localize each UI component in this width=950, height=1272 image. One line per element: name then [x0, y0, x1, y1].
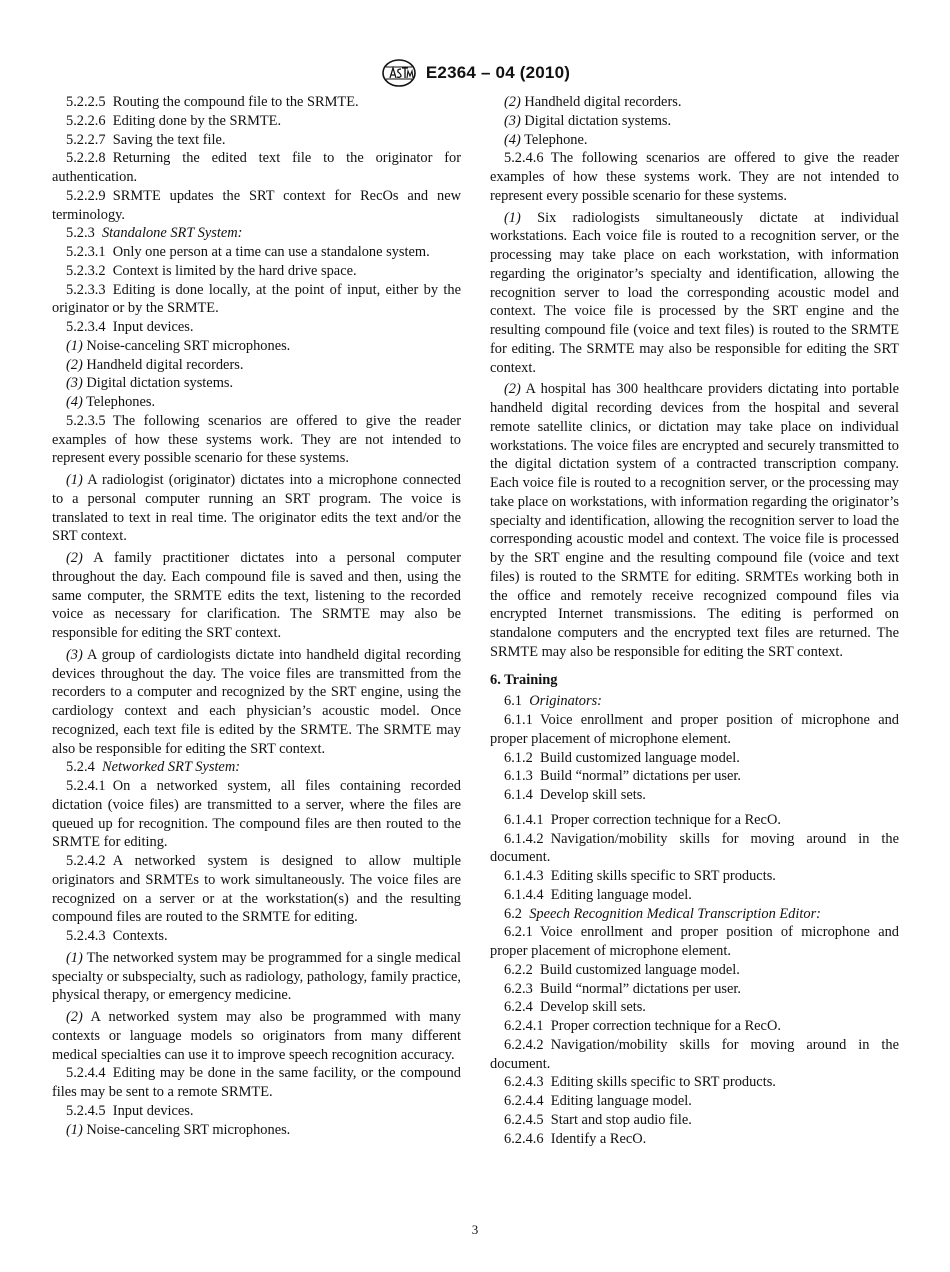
clause-number: 6.2.2 [504, 961, 533, 978]
clause-number: 6.1.1 [504, 712, 533, 728]
clause-number: 5.2.2.5 [66, 94, 106, 110]
clause [490, 830, 899, 868]
clause [52, 1102, 461, 1121]
clause-title: Originators: [529, 693, 602, 710]
item-label: (2) [66, 356, 83, 373]
clause [490, 767, 899, 786]
list-item [52, 393, 461, 412]
clause-number: 6.1.2 [504, 749, 533, 766]
clause-text: Editing is done locally, at the point of input, either by the originator or by the SRMTE. [52, 281, 461, 317]
clause-number: 5.2.4 [66, 759, 95, 776]
list-item [52, 646, 461, 759]
clause [52, 412, 461, 468]
item-label: (2) [504, 94, 521, 110]
clause-text: Telephones. [86, 394, 156, 410]
clause-number: 6.1 [504, 693, 522, 710]
clause [490, 811, 899, 830]
clause-text: Digital dictation systems. [524, 112, 672, 129]
clause-text: Start and stop audio file. [550, 1111, 692, 1128]
clause [490, 1073, 899, 1092]
clause-text: Develop skill sets. [539, 999, 646, 1016]
clause-number: 6.2.4.1 [504, 1018, 544, 1034]
clause-text: Voice enrollment and proper position of microphone and proper placement of microphone element. [490, 712, 899, 747]
clause [490, 149, 899, 205]
clause-text: Input devices. [112, 319, 194, 335]
clause-number: 6.2.4 [504, 999, 533, 1016]
clause-number: 6.1.4.1 [504, 811, 544, 828]
clause [52, 318, 461, 337]
clause-number: 6.2.4.2 [504, 1036, 544, 1053]
item-label: (2) [66, 1009, 83, 1025]
clause-text: Input devices. [112, 1102, 194, 1119]
list-item [52, 549, 461, 643]
clause-text: Build customized language model. [539, 961, 740, 978]
clause [490, 998, 899, 1017]
clause [490, 980, 899, 999]
list-item [52, 949, 461, 1005]
clause-text: Build “normal” dictations per user. [539, 768, 742, 785]
clause-text: Editing skills specific to SRT products. [550, 1074, 776, 1091]
clause-text: Saving the text file. [112, 131, 226, 148]
clause-text: Returning the edited text file to the originator for authentication. [52, 150, 461, 185]
clause-text: A hospital has 300 healthcare providers dictating into portable handheld digital recording devices from the hospital and several remote satellite clinics, or dictation may take place on individual workstations. The voice files are encrypted and securely transmitted to the digital dictation system of a contracted transcription company. Each voice file is routed to a recognition server, or the processing may take place on workstations, with information regarding the originator’s specialty and identification, allowing the recognition server to load the corresponding acoustic model and context. The voice file is processed by the SRT engine and the resulting compound file (voice and text files) is routed to the SRMTE for editing. SRMTEs working both in the office and remotely receive recognized compound files via encrypted Internet transmissions. The editing is performed on standalone computers and the encrypted text files are returned. The SRMTE may also be responsible for editing the SRT context. [490, 381, 899, 660]
clause-number: 5.2.3.4 [66, 319, 106, 335]
clause [52, 112, 461, 131]
clause [490, 1017, 899, 1036]
clause-number: 6.1.4 [504, 787, 533, 803]
item-label: (1) [504, 209, 521, 226]
clause-text: Proper correction technique for a RecO. [550, 1018, 781, 1034]
clause-text: SRMTE updates the SRT context for RecOs and new terminology. [52, 187, 461, 223]
clause-text: A radiologist (originator) dictates into a microphone connected to a personal computer running an SRT program. The voice is translated to text in real time. The originator edits the text and/or the SRT context. [52, 472, 461, 545]
clause [490, 786, 899, 805]
list-item [52, 1008, 461, 1064]
clause-number: 5.2.3.1 [66, 244, 106, 260]
clause-text: Telephone. [524, 131, 588, 148]
list-item [52, 1121, 461, 1140]
clause-text: Noise-canceling SRT microphones. [86, 337, 291, 354]
clause-text: Editing may be done in the same facility, or the compound files may be sent to a remote SRMTE. [52, 1065, 461, 1100]
clause-title: Networked SRT System: [101, 759, 241, 776]
clause [52, 243, 461, 262]
list-item [52, 337, 461, 356]
clause-title: Speech Recognition Medical Transcription Editor: [529, 905, 821, 922]
clause-number: 6.1.4.4 [504, 886, 544, 903]
clause-number: 6.2.4.6 [504, 1130, 544, 1147]
item-label: (4) [504, 131, 521, 148]
clause-number: 5.2.2.7 [66, 131, 106, 148]
clause [52, 224, 461, 243]
clause [490, 711, 899, 749]
clause-number: 6.1.4.2 [504, 830, 544, 847]
clause-text: Voice enrollment and proper position of microphone and proper placement of microphone element. [490, 924, 899, 959]
clause-number: 5.2.3.3 [66, 281, 106, 298]
section-heading: 6. Training [490, 671, 558, 688]
clause-text: Editing language model. [550, 886, 692, 903]
clause-text: A group of cardiologists dictate into handheld digital recording devices throughout the day. The voice files are transmitted from the recorders to a computer and recognized by the SRT engine, using the cardiology context and each physician’s acoustic model. Once recognized, each text file is edited by the SRMTE. The SRMTE may also be responsible for editing the SRT context. [52, 646, 461, 757]
clause [52, 777, 461, 852]
left-column [52, 93, 461, 1139]
clause-number: 5.2.2.9 [66, 187, 106, 204]
clause-number: 5.2.3.2 [66, 262, 106, 279]
item-label: (4) [66, 394, 83, 410]
clause [490, 692, 899, 711]
item-label: (2) [504, 381, 521, 398]
clause-number: 6.2.4.3 [504, 1074, 544, 1091]
item-label: (1) [66, 1121, 83, 1138]
clause-number: 6.2.4.4 [504, 1093, 544, 1109]
clause-number: 6.2.1 [504, 924, 533, 941]
item-label: (3) [66, 375, 83, 392]
clause-text: Editing done by the SRMTE. [112, 112, 282, 129]
clause [52, 281, 461, 319]
list-item [52, 356, 461, 375]
astm-logo-icon [380, 58, 418, 88]
clause-number: 5.2.4.2 [66, 853, 106, 869]
clause-number: 5.2.4.6 [504, 150, 544, 167]
item-label: (3) [66, 646, 83, 663]
clause [490, 886, 899, 905]
page-number: 3 [471, 1222, 479, 1237]
clause-number: 5.2.2.6 [66, 112, 106, 129]
clause-text: A networked system may also be programmed with many contexts or language models so originators from many different medical specialties can use it to improve speech recognition accuracy. [52, 1009, 462, 1063]
clause-text: Build customized language model. [539, 749, 740, 766]
clause-text: Build “normal” dictations per user. [539, 980, 742, 997]
clause-text: The following scenarios are offered to give the reader examples of how these systems work. They are not intended to represent every possible scenario for these systems. [52, 412, 461, 467]
clause [52, 927, 461, 946]
clause-text: Contexts. [112, 928, 168, 944]
clause-number: 5.2.2.8 [66, 150, 106, 167]
clause-number: 5.2.4.4 [66, 1065, 106, 1082]
clause [52, 758, 461, 777]
clause-text: Context is limited by the hard drive space. [112, 262, 357, 279]
clause [490, 961, 899, 980]
clause [490, 1036, 899, 1074]
clause [52, 131, 461, 150]
clause-text: Navigation/mobility skills for moving around in the document. [490, 830, 899, 866]
clause-text: Handheld digital recorders. [86, 356, 244, 373]
clause [490, 905, 899, 924]
clause [490, 1092, 899, 1111]
clause-text: Editing language model. [550, 1093, 692, 1109]
clause-number: 5.2.3 [66, 225, 95, 242]
clause-number: 5.2.4.1 [66, 778, 106, 794]
clause-text: Identify a RecO. [550, 1130, 647, 1147]
clause [490, 867, 899, 886]
list-item [490, 380, 899, 661]
page-header [0, 58, 950, 88]
clause-number: 6.2 [504, 905, 522, 922]
clause-number: 6.1.3 [504, 768, 533, 785]
clause-text: A networked system is designed to allow multiple originators and SRMTEs to work simultaneously. The voice files are recognized on a server or at the workstation(s) and the resulting compound files are routed to the SRMTE for editing. [52, 853, 461, 926]
clause-text: Proper correction technique for a RecO. [550, 811, 781, 828]
list-item [52, 471, 461, 546]
list-item [490, 93, 899, 112]
item-label: (1) [66, 337, 83, 354]
clause [52, 852, 461, 927]
clause-text: Handheld digital recorders. [524, 94, 682, 110]
clause-text: The networked system may be programmed for a single medical specialty or subspecialty, such as radiology, pathology, family practice, physical therapy, or emergency medicine. [52, 949, 461, 1004]
list-item [490, 131, 899, 150]
clause-number: 5.2.3.5 [66, 412, 106, 429]
right-column [490, 93, 899, 1148]
clause [52, 187, 461, 225]
clause-text: Noise-canceling SRT microphones. [86, 1121, 291, 1138]
clause-number: 5.2.4.3 [66, 928, 106, 944]
list-item [490, 112, 899, 131]
clause [52, 149, 461, 187]
item-label: (2) [66, 550, 83, 566]
clause-number: 6.2.4.5 [504, 1111, 544, 1128]
item-label: (3) [504, 112, 521, 129]
clause [52, 93, 461, 112]
list-item [490, 209, 899, 378]
clause [490, 749, 899, 768]
clause-text: Digital dictation systems. [86, 375, 234, 392]
item-label: (1) [66, 949, 83, 966]
clause [52, 1064, 461, 1102]
clause-text: Six radiologists simultaneously dictate at individual workstations. Each voice file is routed to a recognition server, or the processing may take place on each workstation, with information regarding the originator’s specialty and identification, allowing the recognition server to load the corresponding acoustic model and context. The voice file is processed by the SRT engine and the resulting compound file (voice and text files) is routed to the SRMTE for editing. The SRMTE may also be responsible for editing the SRT context. [490, 209, 899, 376]
clause-text: Develop skill sets. [539, 787, 646, 803]
clause [490, 923, 899, 961]
clause-text: Navigation/mobility skills for moving around in the document. [490, 1036, 899, 1072]
clause-number: 5.2.4.5 [66, 1102, 106, 1119]
clause-title: Standalone SRT System: [101, 225, 243, 242]
document-designation: E2364 – 04 (2010) [425, 63, 571, 82]
item-label: (1) [66, 472, 83, 488]
clause-text: On a networked system, all files containing recorded dictation (voice files) are transmitted to a server, where the files are queued up for recognition. The compound files are then routed to the SRMTE for editing. [52, 778, 461, 851]
clause-text: A family practitioner dictates into a personal computer throughout the day. Each compound file is saved and then, using the same computer, the SRMTE edits the text, listening to the recorded voice as necessary for clarification. The SRMTE may also be responsible for editing the SRT context. [52, 550, 461, 641]
clause-number: 6.1.4.3 [504, 868, 544, 884]
clause [52, 262, 461, 281]
clause-text: Routing the compound file to the SRMTE. [112, 94, 359, 110]
clause-text: Only one person at a time can use a standalone system. [112, 244, 430, 260]
clause-number: 6.2.3 [504, 980, 533, 997]
clause-text: Editing skills specific to SRT products. [550, 868, 776, 884]
list-item [52, 374, 461, 393]
clause [490, 1130, 899, 1149]
clause-text: The following scenarios are offered to give the reader examples of how these systems work. They are not intended to represent every possible scenario for these systems. [490, 150, 899, 204]
clause [490, 1111, 899, 1130]
